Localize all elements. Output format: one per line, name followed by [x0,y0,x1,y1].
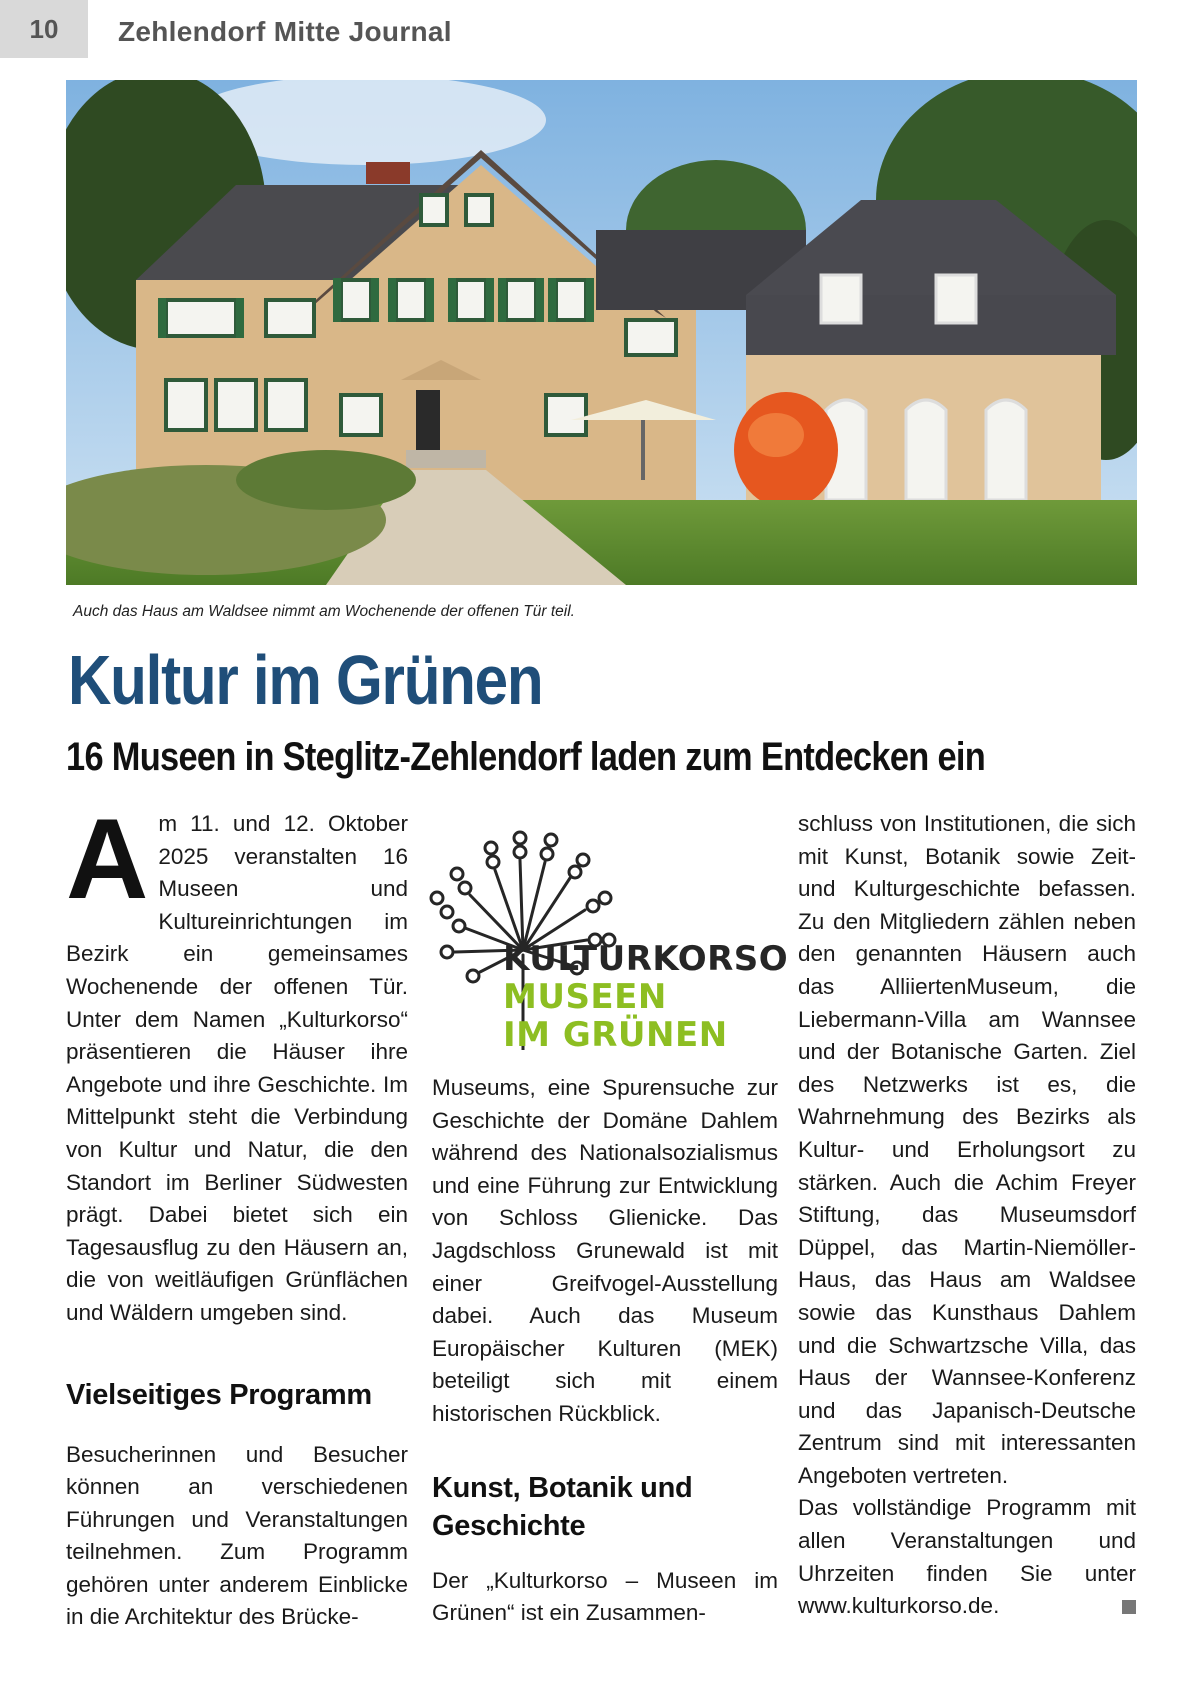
paragraph-mitglieder: schluss von Institutionen, die sich mit Kunst, Botanik sowie Zeit- und Kulturgeschichte befassen. Zu den Mitgliedern zählen neben den genannten Häusern auch das AlliiertenMuseum, die Liebermann-Villa am Wannsee und der Botanische Garten. Ziel des Netzwerks ist es, die Wahrnehmung des Bezirks als Kultur- und Erholungsort zu stärken. Auch die Achim Freyer Stiftung, das Museumsdorf Düppel, das Martin-Niemöller-Haus, das Haus am Waldsee sowie das Kunsthaus Dahlem und die Schwartzsche Villa, das Haus der Wannsee-Konferenz und das Japanisch-Deutsche Zentrum sind mit interessanten Angeboten vertreten. [798,811,1136,1488]
article-column-3 [798,808,1136,1623]
logo-wordmark [503,940,788,1054]
logo-line-im-gruenen: IM GRÜNEN [503,1015,728,1055]
photo-caption: Auch das Haus am Waldsee nimmt am Wochenende der offenen Tür teil. [73,603,575,620]
intro-text: m 11. und 12. Oktober 2025 veranstalten 16 Museen und Kultureinrichtungen im Bezirk ein gemeinsames Wochenende der offenen Tür. Unter dem Namen „Kulturkorso“ präsentieren die Häuser ihre Angebote und ihre Geschichte. Im Mittelpunkt steht die Verbindung von Kultur und Natur, die den Standort im Berliner Südwesten prägt. Dabei bietet sich ein Tagesausflug zu den Häusern an, die von weitläufigen Grünflächen und Wäldern umgeben sind. [66,811,408,1325]
intro-paragraph [66,796,408,1330]
headline: Kultur im Grünen [68,641,543,719]
drop-cap: A [66,796,149,923]
article-column-2 [432,1072,778,1630]
page-number: 10 [0,0,88,58]
logo-line-kulturkorso: KULTURKORSO [503,939,789,979]
section-heading-kunst: Kunst, Botanik und Geschichte [432,1471,693,1542]
paragraph-programm-link [798,1492,1136,1622]
paragraph-museen: Museums, eine Spurensuche zur Geschichte der Domäne Dahlem während des Nationalsozialismus und eine Führung zur Entwicklung von Schloss Glienicke. Das Jagdschloss Grunewald ist mit einer Greifvogel-Ausstellung dabei. Auch das Museum Europäischer Kulturen (MEK) beteiligt sich mit einem historischen Rückblick. [432,1075,778,1426]
program-link-text: Das vollständige Programm mit allen Veranstaltungen und Uhrzeiten finden Sie unter www.kulturkorso.de. [798,1495,1136,1619]
subheadline: 16 Museen in Steglitz-Zehlendorf laden zum Entdecken ein [66,735,986,779]
article-column-1 [66,796,408,1634]
logo-line-museen: MUSEEN [503,977,667,1017]
journal-title: Zehlendorf Mitte Journal [118,16,452,47]
paragraph-programm: Besucherinnen und Besucher können an verschiedenen Führungen und Veranstaltungen teilnehmen. Zum Programm gehören unter anderem Einblicke in die Architektur des Brücke- [66,1441,408,1630]
museum-photo [66,80,1137,585]
paragraph-kulturkorso: Der „Kulturkorso – Museen im Grünen“ ist ein Zusammen- [432,1567,778,1626]
section-heading-programm: Vielseitiges Programm [66,1378,372,1411]
end-mark [1122,1600,1136,1614]
